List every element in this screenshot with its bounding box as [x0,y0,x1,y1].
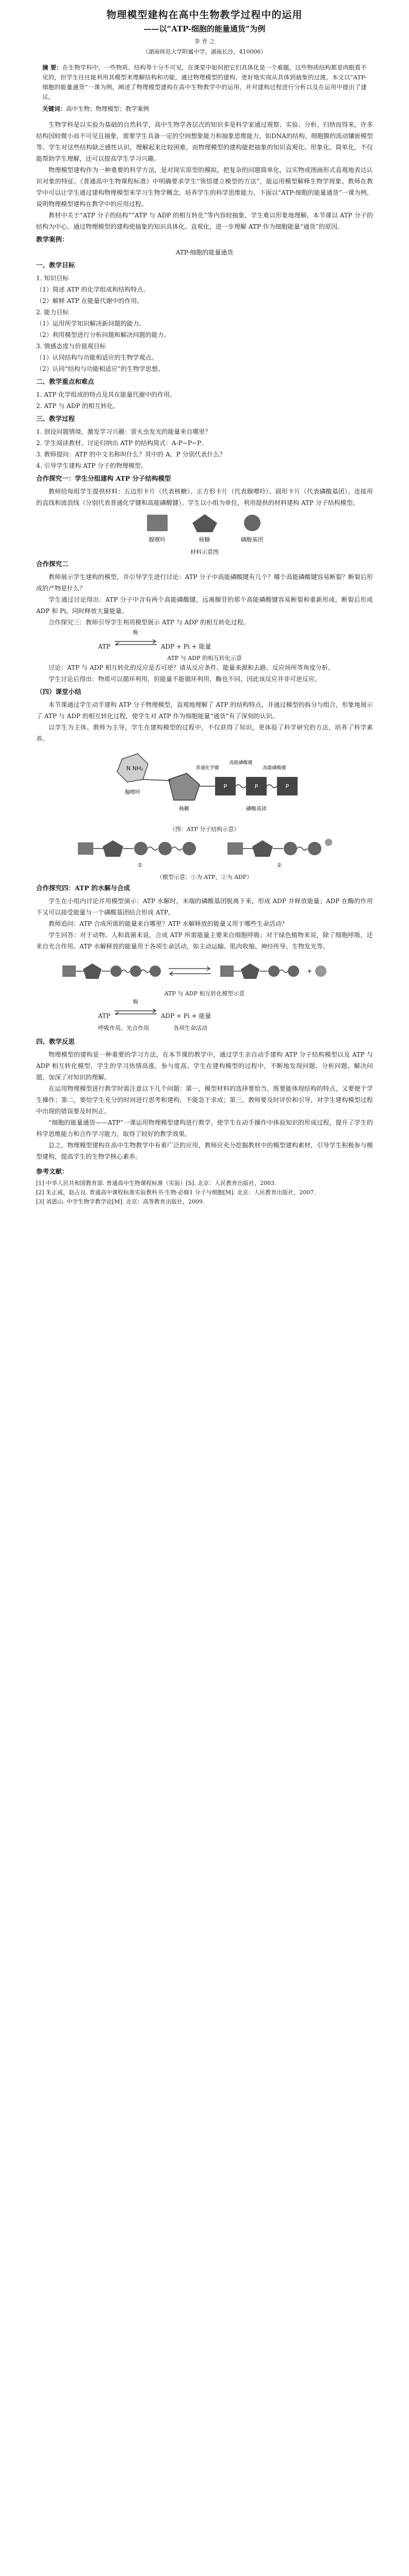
activity-heading: 合作探究四：ATP 的水解与合成 [36,884,130,892]
section-heading: 一、教学目标 [36,261,75,269]
reference-item: [3] 刘恩山. 中学生物学教学论[M]. 北京：高等教育出版社，2009. [36,1198,205,1205]
svg-text:P: P [223,783,227,790]
objective-item: 3. 情感态度与价值观目标 [36,343,106,350]
material-phosphate [236,513,269,544]
abstract-text: 在生物学科中，一些物质、结构等十分不可见，在课堂中如何把它们具体化是一个难题。这些物质结构都是肉眼看不见的，但学生往往能利用其模型来理解结构和功能，通过物理模型的建构，更好地实现从具体到抽象的过渡，本文以“ATP-细胞的能量通货”一课为例，阐述了物理模型建构在高中生物教学中的运用，并对建构过程进行分析以及在运用中提出了建议。 [42,64,367,100]
section-heading: 二、教学重点和难点 [36,378,94,385]
chain-adp [225,837,334,869]
enzyme-label: 酶 [133,630,138,636]
keypoint-item: 2. ATP 与 ADP 的相互转化。 [36,402,120,410]
keywords [42,104,367,114]
reflection-paragraph: 总之，物理模型建构在高中生物教学中有着广泛的应用，教师应充分挖掘教材中的模型建构素材，引导学生积极参与模型建构，提高学生的生物学核心素养。 [36,1142,373,1160]
bond-label: 高能磷酸键 [228,760,253,766]
discussion-paragraph: 讨论：ATP 与 ADP 相互转化的反应是否可逆？请从反应条件、能量来源和去路、反应场所等角度分析。 [48,664,334,671]
affiliation: （湖南师范大学附属中学，湖南长沙，410006） [142,48,267,55]
energy-right: ADP + Pi + 能量 [160,1012,211,1020]
activity-paragraph: 学生回答：对于动物、人和真菌来说，合成 ATP 所需能量主要来自细胞呼吸；对于绿色植物来说，除了细胞呼吸，还来自光合作用。ATP 水解释放的能量用于各项生命活动，如主动运输、肌肉收缩、神经传导、生物发光等。 [36,931,373,950]
activity-paragraph: 学生在小组内讨论并用模型演示：ATP 水解时，末端的磷酸基团脱离下来，形成 ADP 并释放能量；ADP 在酶的作用下又可以接受能量与一个磷酸基团结合形成 ATP。 [36,897,373,916]
chain-label: ① [137,862,143,869]
objective-item: （1）简述 ATP 的化学组成和结构特点。 [36,286,150,293]
energy-use: 各项生命活动 [173,1025,207,1031]
process-item: 1. 创设问题情境，激发学习兴趣：萤火虫发光的能量来自哪里？ [36,428,211,435]
reversible-arrow-icon [113,639,158,646]
activity-heading: 合作探究二 [36,560,69,568]
material-label: 磷酸基团 [240,536,264,543]
discussion-paragraph: 学生讨论后得出：物质可以循环利用，但能量不能循环利用，酶也不同，因此该反应并非可逆反应。 [48,675,321,683]
objective-item: （2）利用模型进行分析问题和解决问题的能力。 [36,331,170,338]
material-label: 核糖 [199,536,210,543]
material-ribose [188,513,221,544]
bond-label: 高能磷酸键 [262,766,286,771]
objective-item: （1）认同结构与功能相适应的生物学观点。 [36,354,158,361]
reversible-arrow-icon [113,1009,158,1015]
paper-subtitle: ——以“ATP-细胞的能量通货”为例 [143,24,266,33]
bond-label: 普通化学键 [195,766,219,771]
references-heading: 参考文献： [36,1167,69,1175]
activity-paragraph: 教师给每组学生提供材料：五边形卡片（代表核糖）、正方形卡片（代表腺嘌呤）、圆形卡片（代表磷酸基团）、连接用的直线和波浪线（分别代表普通化学键和高能磷酸键）。学生以小组为单位，利用提供的材料建构 ATP 分子结构模型。 [36,488,373,506]
energy-arrow [112,996,159,1018]
abstract-label: 摘 要： [42,64,62,71]
objective-item: （1）运用所学知识解决新问题的能力。 [36,320,145,327]
conversion-figure [36,956,373,985]
adp-chain-diagram [225,837,334,860]
figure-caption: （图：ATP 分子结构示意） [169,826,240,833]
reference-item: [1] 中华人民共和国教育部. 普通高中生物课程标准（实验）[S]. 北京：人民教育出版社，2003. [36,1180,276,1187]
process-item: 2. 学生阅读教材，讨论归纳出 ATP 的结构简式：A-P~P~P。 [36,439,208,447]
reflection-paragraph: “细胞的能量通货——ATP”一课运用物理模型建构进行教学，使学生在动手操作中体验知识的形成过程，提升了学生的科学思维能力和合作学习能力，取得了较好的教学效果。 [36,1119,373,1138]
activity-paragraph: 教师追问：ATP 合成所需的能量来自哪里？ATP 水解释放的能量又用于哪些生命活动？ [48,920,288,927]
objective-item: 1. 知识目标 [36,275,69,282]
objective-item: （2）认同“结构与功能相适应”的生物学思想。 [36,365,164,372]
atp-structure-figure [36,749,373,821]
section-heading: 教学案例： [36,235,69,243]
objective-item: （2）解释 ATP 在能量代谢中的作用。 [36,297,143,304]
structure-label: 核糖 [178,806,189,812]
process-item: 4. 引导学生建构 ATP 分子的物理模型。 [36,462,147,469]
atp-structure-diagram [96,749,313,821]
ribose-pentagon-icon [188,513,221,533]
phosphate-circle-icon [236,513,269,533]
process-item: 3. 教师提问：ATP 的中文名称叫什么？其中的 A、P 分别代表什么？ [36,451,226,458]
chain-atp [76,837,205,869]
figure-caption: ATP 与 ADP 相互转化模型示意 [164,990,245,997]
intro-paragraph: 教材中关于“ATP 分子的结构”“ATP 与 ADP 的相互转化”等内容较抽象，学生难以形象地理解，本节课以 ATP 分子的结构为中心，通过物理模型的建构使抽象的知识具体化、直观化，进一步理解 ATP 作为细胞能量“通货”的原因。 [36,212,373,230]
reflection-paragraph: 物理模型的建构是一种重要的学习方法，在本节课的教学中，通过学生亲自动手建构 ATP 分子结构模型以及 ATP 与 ADP 相互转化模型，学生的学习热情高涨，参与度高。学生在建构模型的过程中，不断地发现问题、分析问题、解决问题，加深了对知识的理解。 [36,1051,373,1081]
section-heading: 三、教学过程 [36,415,75,422]
objective-item: 2. 能力目标 [36,309,69,316]
keypoint-item: 1. ATP 化学组成的特点及其在能量代谢中的作用。 [36,391,176,398]
reaction-left: ATP [98,643,111,650]
conversion-chain-diagram [60,956,349,985]
reaction-equation [98,630,373,652]
discussion-paragraph: 学生通过讨论得出：ATP 分子中含有两个高能磷酸键，远离腺苷的那个高能磷酸键容易断裂和重新形成，断裂后形成 ADP 和 Pi，同时释放大量能量。 [36,596,373,615]
energy-sources [98,1023,373,1033]
figure-caption: （模型示意：①为 ATP，②为 ADP） [156,874,253,880]
reference-item: [2] 朱正威，赵占良. 普通高中课程标准实验教科书·生物·必修1 分子与细胞[M]. 北京：人民教育出版社，2007. [36,1189,316,1196]
chain-figure [36,837,373,869]
reaction-arrow [112,627,159,649]
materials-figure [36,513,373,544]
material-label: 腺嘌呤 [149,536,166,543]
summary-paragraph: 本节课通过学生动手建构 ATP 分子物理模型，直观地理解了 ATP 的结构特点，并通过模型的拆分与组合，形象地展示了 ATP 与 ADP 的相互转化过程，使学生对 ATP 作为细胞能量“通货”有了深刻的认识。 [36,701,373,720]
svg-text:P: P [285,783,289,790]
discussion-paragraph: 合作探究三：教师引导学生利用模型展示 ATP 与 ADP 的相互转化过程。 [48,619,250,626]
section-heading: （四）课堂小结 [36,688,81,696]
figure-caption: ATP 与 ADP 的相互转化示意 [167,655,242,662]
structure-label: 腺嘌呤 [124,790,140,795]
svg-text:N NH₂: N NH₂ [126,765,143,772]
summary-paragraph: 以学生为主体、教师为主导，学生在建构模型的过程中，不仅获得了知识，更体验了科学研究的方法，培养了科学素养。 [36,724,373,742]
lesson-heading: ATP-细胞的能量通货 [175,249,234,256]
adenine-square-icon [141,513,174,533]
material-adenine [141,513,174,544]
discussion-paragraph: 教师展示学生建构的模型，并引导学生进行讨论：ATP 分子中高能磷酸键有几个？哪个高能磷酸键容易断裂？断裂后形成的产物是什么？ [36,573,373,592]
section-heading: 四、教学反思 [36,1038,75,1045]
enzyme-label: 酶 [133,999,138,1005]
energy-equation [98,999,373,1021]
structure-label: 磷酸基团 [246,806,267,812]
energy-source: 呼吸作用、光合作用 [98,1025,149,1031]
intro-paragraph: 生物学科是以实验为基础的自然科学，高中生物学各层次的知识多是科学家通过观察、实验、分析、归纳而得来，许多结构因较微小而不可见且抽象，需要学生具备一定的空间想象能力和抽象思维能力，如DNA的结构、细胞膜的流动镶嵌模型等。学生对这些结构缺乏感性认识，理解起来比较困难，而物理模型的建构能把抽象的知识直观化、形象化、简单化，不仅能帮助学生理解，还可以提高学生学习兴趣。 [36,121,373,162]
atp-chain-diagram [76,837,205,860]
paper-title: 物理模型建构在高中生物教学过程中的运用 [106,9,303,21]
svg-text:P: P [254,783,258,790]
energy-left: ATP [98,1012,111,1020]
author: 李 青 之 [194,38,215,45]
reflection-paragraph: 在运用物理模型进行教学时需注意以下几个问题：第一，模型材料的选择要恰当，既要能体现结构的特点，又要便于学生操作；第二，要给学生充分的时间进行思考和建构，不能急于求成；第三，教师要及时评价和引导，对学生建构模型过程中出现的错误要及时纠正。 [36,1085,373,1115]
svg-text:+: + [306,968,312,975]
abstract [42,63,367,102]
intro-paragraph: 物理模型建构作为一种重要的科学方法，是对现实原型的模拟，把复杂的问题简单化，以实物或图画形式直观地表达认识对象的特征。《普通高中生物课程标准》中明确要求学生“领悟建立模型的方法”，能运用模型解释生物学现象。教师在教学中可以让学生通过建构物理模型来学习生物学概念，培养学生的科学思维能力，下面以“ATP-细胞的能量通货”一课为例，说明物理模型建构在教学中的应用过程。 [36,166,373,208]
keywords-label: 关键词： [42,105,66,112]
activity-heading: 合作探究一：学生分组建构 ATP 分子结构模型 [36,474,171,482]
keywords-text: 高中生物；物理模型；教学案例 [66,105,149,112]
reaction-right: ADP + Pi + 能量 [160,643,211,650]
figure-caption: 材料示意图 [190,549,219,555]
ribose-shape [169,773,200,800]
chain-label: ② [276,862,282,869]
